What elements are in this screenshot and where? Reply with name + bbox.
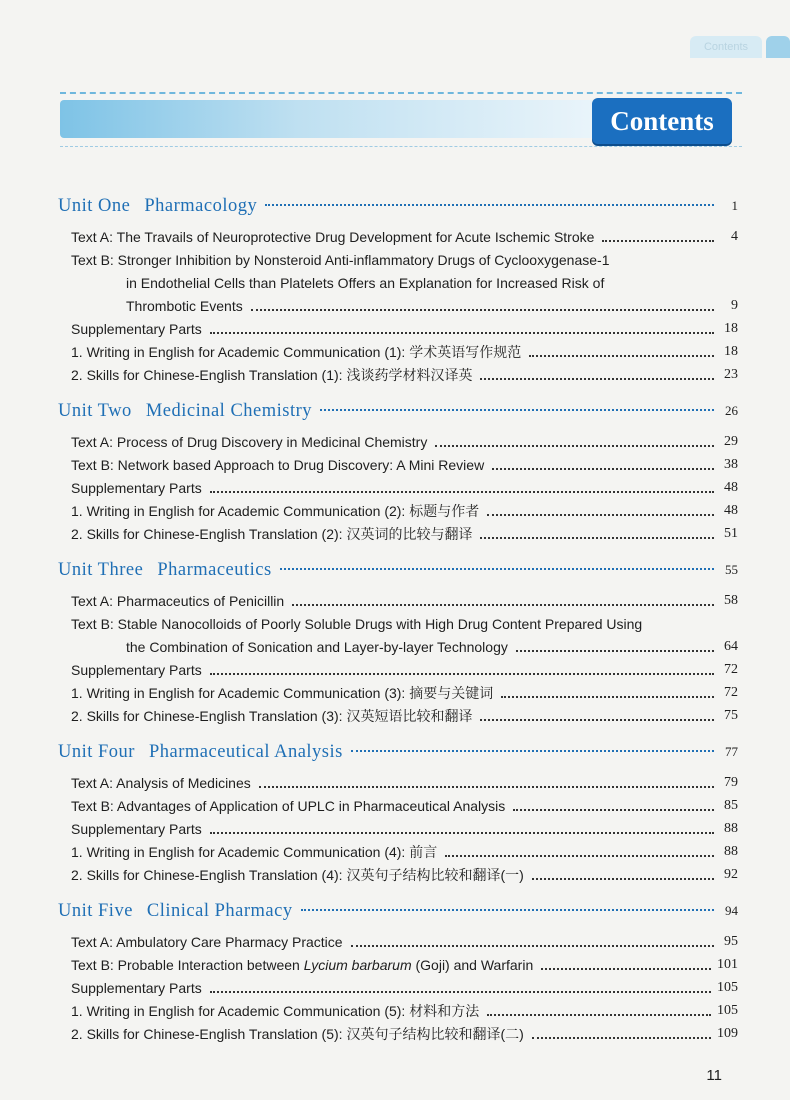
toc-entry-continued[interactable] bbox=[58, 293, 738, 316]
entry-title-continued: in Endothelial Cells than Platelets Offers an Explanation for Increased Risk of bbox=[126, 275, 605, 291]
entry-title-continued: the Combination of Sonication and Layer-by-layer Technology bbox=[126, 639, 508, 655]
toc-entry[interactable] bbox=[58, 703, 738, 726]
leader-dots bbox=[210, 332, 714, 334]
page-ref: 88 bbox=[724, 844, 738, 859]
leader-dots bbox=[301, 909, 714, 911]
toc-entry[interactable] bbox=[58, 224, 738, 247]
leader-dots bbox=[445, 855, 714, 857]
page-ref: 72 bbox=[724, 662, 738, 677]
toc-entry[interactable] bbox=[58, 429, 738, 452]
entry-title: 2. Skills for Chinese-English Translation (3): 汉英短语比较和翻译 bbox=[71, 708, 473, 724]
unit-five-heading[interactable] bbox=[58, 893, 738, 929]
leader-dots bbox=[480, 719, 714, 721]
leader-dots bbox=[251, 309, 714, 311]
page-ref: 109 bbox=[717, 1026, 738, 1041]
leader-dots bbox=[210, 673, 714, 675]
header-divider-bottom bbox=[60, 146, 742, 147]
unit-title: Medicinal Chemistry bbox=[145, 400, 313, 421]
entry-title: Supplementary Parts bbox=[71, 821, 202, 837]
page-ref: 51 bbox=[724, 526, 738, 541]
entry-title: Text A: Analysis of Medicines bbox=[71, 775, 251, 791]
entry-title: 1. Writing in English for Academic Communication (4): 前言 bbox=[71, 844, 438, 860]
toc-entry[interactable] bbox=[58, 793, 738, 816]
unit-title: Pharmaceutics bbox=[157, 559, 272, 580]
toc-entry[interactable] bbox=[58, 680, 738, 703]
toc-entry[interactable] bbox=[58, 588, 738, 611]
leader-dots bbox=[487, 514, 714, 516]
entry-title-pre: Text B: Probable Interaction between bbox=[71, 957, 304, 973]
leader-dots bbox=[265, 204, 714, 206]
unit-number: Unit Two bbox=[58, 400, 132, 421]
toc-entry[interactable] bbox=[58, 498, 738, 521]
toc-entry[interactable] bbox=[58, 816, 738, 839]
page-number: 11 bbox=[706, 1067, 722, 1084]
entry-title: Supplementary Parts bbox=[71, 980, 202, 996]
entry-title: Supplementary Parts bbox=[71, 662, 202, 678]
leader-dots bbox=[602, 240, 714, 242]
table-of-contents bbox=[58, 188, 738, 1044]
page-ref: 48 bbox=[724, 480, 738, 495]
species-name: Lycium barbarum bbox=[303, 957, 412, 973]
page-ref: 38 bbox=[724, 457, 738, 472]
page-ref: 48 bbox=[724, 503, 738, 518]
page-ref: 18 bbox=[724, 321, 738, 336]
page-ref: 94 bbox=[725, 903, 738, 918]
entry-title-continued: Thrombotic Events bbox=[126, 298, 243, 314]
toc-entry-continued[interactable] bbox=[58, 270, 738, 293]
page-ref: 18 bbox=[724, 344, 738, 359]
page-ref: 79 bbox=[724, 775, 738, 790]
page-ref: 95 bbox=[724, 934, 738, 949]
unit-two-heading[interactable] bbox=[58, 393, 738, 429]
toc-entry[interactable] bbox=[58, 839, 738, 862]
entry-title: Text A: Ambulatory Care Pharmacy Practice bbox=[71, 934, 343, 950]
entry-title: 1. Writing in English for Academic Communication (2): 标题与作者 bbox=[71, 503, 480, 519]
page-ref: 1 bbox=[731, 198, 738, 213]
unit-title: Clinical Pharmacy bbox=[146, 900, 293, 921]
page-ref: 105 bbox=[717, 980, 738, 995]
leader-dots bbox=[487, 1014, 711, 1016]
entry-title: Text B: Stronger Inhibition by Nonsteroid Anti-inflammatory Drugs of Cyclooxygenase-1 bbox=[71, 252, 610, 268]
entry-title bbox=[71, 955, 533, 975]
toc-entry[interactable] bbox=[58, 362, 738, 385]
toc-entry-continued[interactable] bbox=[58, 634, 738, 657]
leader-dots bbox=[435, 445, 714, 447]
toc-entry[interactable] bbox=[58, 770, 738, 793]
unit-number: Unit Four bbox=[58, 741, 135, 762]
page-ref: 72 bbox=[724, 685, 738, 700]
unit-number: Unit One bbox=[58, 195, 131, 216]
leader-dots bbox=[480, 378, 714, 380]
leader-dots bbox=[259, 786, 714, 788]
leader-dots bbox=[210, 832, 714, 834]
entry-title: 1. Writing in English for Academic Communication (5): 材料和方法 bbox=[71, 1003, 480, 1019]
leader-dots bbox=[210, 491, 714, 493]
contents-title: Contents bbox=[592, 98, 732, 144]
entry-title: 1. Writing in English for Academic Communication (3): 摘要与关键词 bbox=[71, 685, 494, 701]
toc-entry[interactable] bbox=[58, 952, 738, 975]
entry-title: 1. Writing in English for Academic Communication (1): 学术英语写作规范 bbox=[71, 344, 522, 360]
tab-contents: Contents bbox=[690, 36, 762, 58]
leader-dots bbox=[210, 991, 711, 993]
toc-entry[interactable] bbox=[58, 1021, 738, 1044]
toc-entry[interactable] bbox=[58, 475, 738, 498]
toc-entry[interactable] bbox=[58, 452, 738, 475]
entry-title: 2. Skills for Chinese-English Translation (4): 汉英句子结构比较和翻译(一) bbox=[71, 867, 524, 883]
page-ref: 64 bbox=[724, 639, 738, 654]
leader-dots bbox=[541, 968, 711, 970]
page-ref: 55 bbox=[725, 562, 738, 577]
unit-three-heading[interactable] bbox=[58, 552, 738, 588]
entry-title: Text A: The Travails of Neuroprotective Drug Development for Acute Ischemic Stroke bbox=[71, 229, 595, 245]
unit-title: Pharmaceutical Analysis bbox=[148, 741, 343, 762]
entry-title: Text B: Stable Nanocolloids of Poorly Soluble Drugs with High Drug Content Prepared Using bbox=[71, 616, 643, 632]
header-bar bbox=[60, 100, 592, 138]
leader-dots bbox=[501, 696, 714, 698]
page-ref: 92 bbox=[724, 867, 738, 882]
entry-title: 2. Skills for Chinese-English Translation (1): 浅谈药学材料汉译英 bbox=[71, 367, 473, 383]
leader-dots bbox=[292, 604, 714, 606]
entry-title: 2. Skills for Chinese-English Translation (2): 汉英词的比较与翻译 bbox=[71, 526, 473, 542]
entry-title: Text B: Advantages of Application of UPLC in Pharmaceutical Analysis bbox=[71, 798, 506, 814]
entry-title: Text B: Network based Approach to Drug Discovery: A Mini Review bbox=[71, 457, 485, 473]
page-ref: 29 bbox=[724, 434, 738, 449]
leader-dots bbox=[320, 409, 714, 411]
leader-dots bbox=[532, 1037, 711, 1039]
entry-title: Supplementary Parts bbox=[71, 321, 202, 337]
top-tabs bbox=[690, 36, 790, 58]
toc-entry[interactable] bbox=[58, 657, 738, 680]
unit-title: Pharmacology bbox=[144, 195, 258, 216]
page-ref: 85 bbox=[724, 798, 738, 813]
toc-entry[interactable] bbox=[58, 521, 738, 544]
toc-entry[interactable] bbox=[58, 862, 738, 885]
entry-title: Text A: Process of Drug Discovery in Medicinal Chemistry bbox=[71, 434, 428, 450]
leader-dots bbox=[532, 878, 714, 880]
page-ref: 23 bbox=[724, 367, 738, 382]
toc-entry[interactable] bbox=[58, 975, 738, 998]
page-ref: 9 bbox=[731, 298, 738, 313]
unit-four-heading[interactable] bbox=[58, 734, 738, 770]
toc-entry[interactable] bbox=[58, 339, 738, 362]
entry-title: Text A: Pharmaceutics of Penicillin bbox=[71, 593, 285, 609]
entry-title: Supplementary Parts bbox=[71, 480, 202, 496]
leader-dots bbox=[351, 945, 714, 947]
toc-entry[interactable] bbox=[58, 611, 738, 634]
header-divider-top bbox=[60, 92, 742, 94]
entry-title-post: (Goji) and Warfarin bbox=[411, 957, 534, 973]
toc-entry[interactable] bbox=[58, 929, 738, 952]
unit-number: Unit Five bbox=[58, 900, 133, 921]
unit-number: Unit Three bbox=[58, 559, 144, 580]
tab-marker bbox=[766, 36, 790, 58]
page-ref: 77 bbox=[725, 744, 738, 759]
leader-dots bbox=[513, 809, 714, 811]
leader-dots bbox=[280, 568, 714, 570]
page-ref: 58 bbox=[724, 593, 738, 608]
page-ref: 4 bbox=[731, 229, 738, 244]
leader-dots bbox=[480, 537, 714, 539]
page-ref: 105 bbox=[717, 1003, 738, 1018]
page-ref: 26 bbox=[725, 403, 738, 418]
toc-entry[interactable] bbox=[58, 998, 738, 1021]
page-ref: 88 bbox=[724, 821, 738, 836]
toc-entry[interactable] bbox=[58, 316, 738, 339]
unit-one-heading[interactable] bbox=[58, 188, 738, 224]
toc-entry[interactable] bbox=[58, 247, 738, 270]
page-ref: 101 bbox=[717, 957, 738, 972]
page-ref: 75 bbox=[724, 708, 738, 723]
leader-dots bbox=[516, 650, 714, 652]
leader-dots bbox=[529, 355, 714, 357]
leader-dots bbox=[492, 468, 714, 470]
entry-title: 2. Skills for Chinese-English Translation (5): 汉英句子结构比较和翻译(二) bbox=[71, 1026, 524, 1042]
leader-dots bbox=[351, 750, 714, 752]
